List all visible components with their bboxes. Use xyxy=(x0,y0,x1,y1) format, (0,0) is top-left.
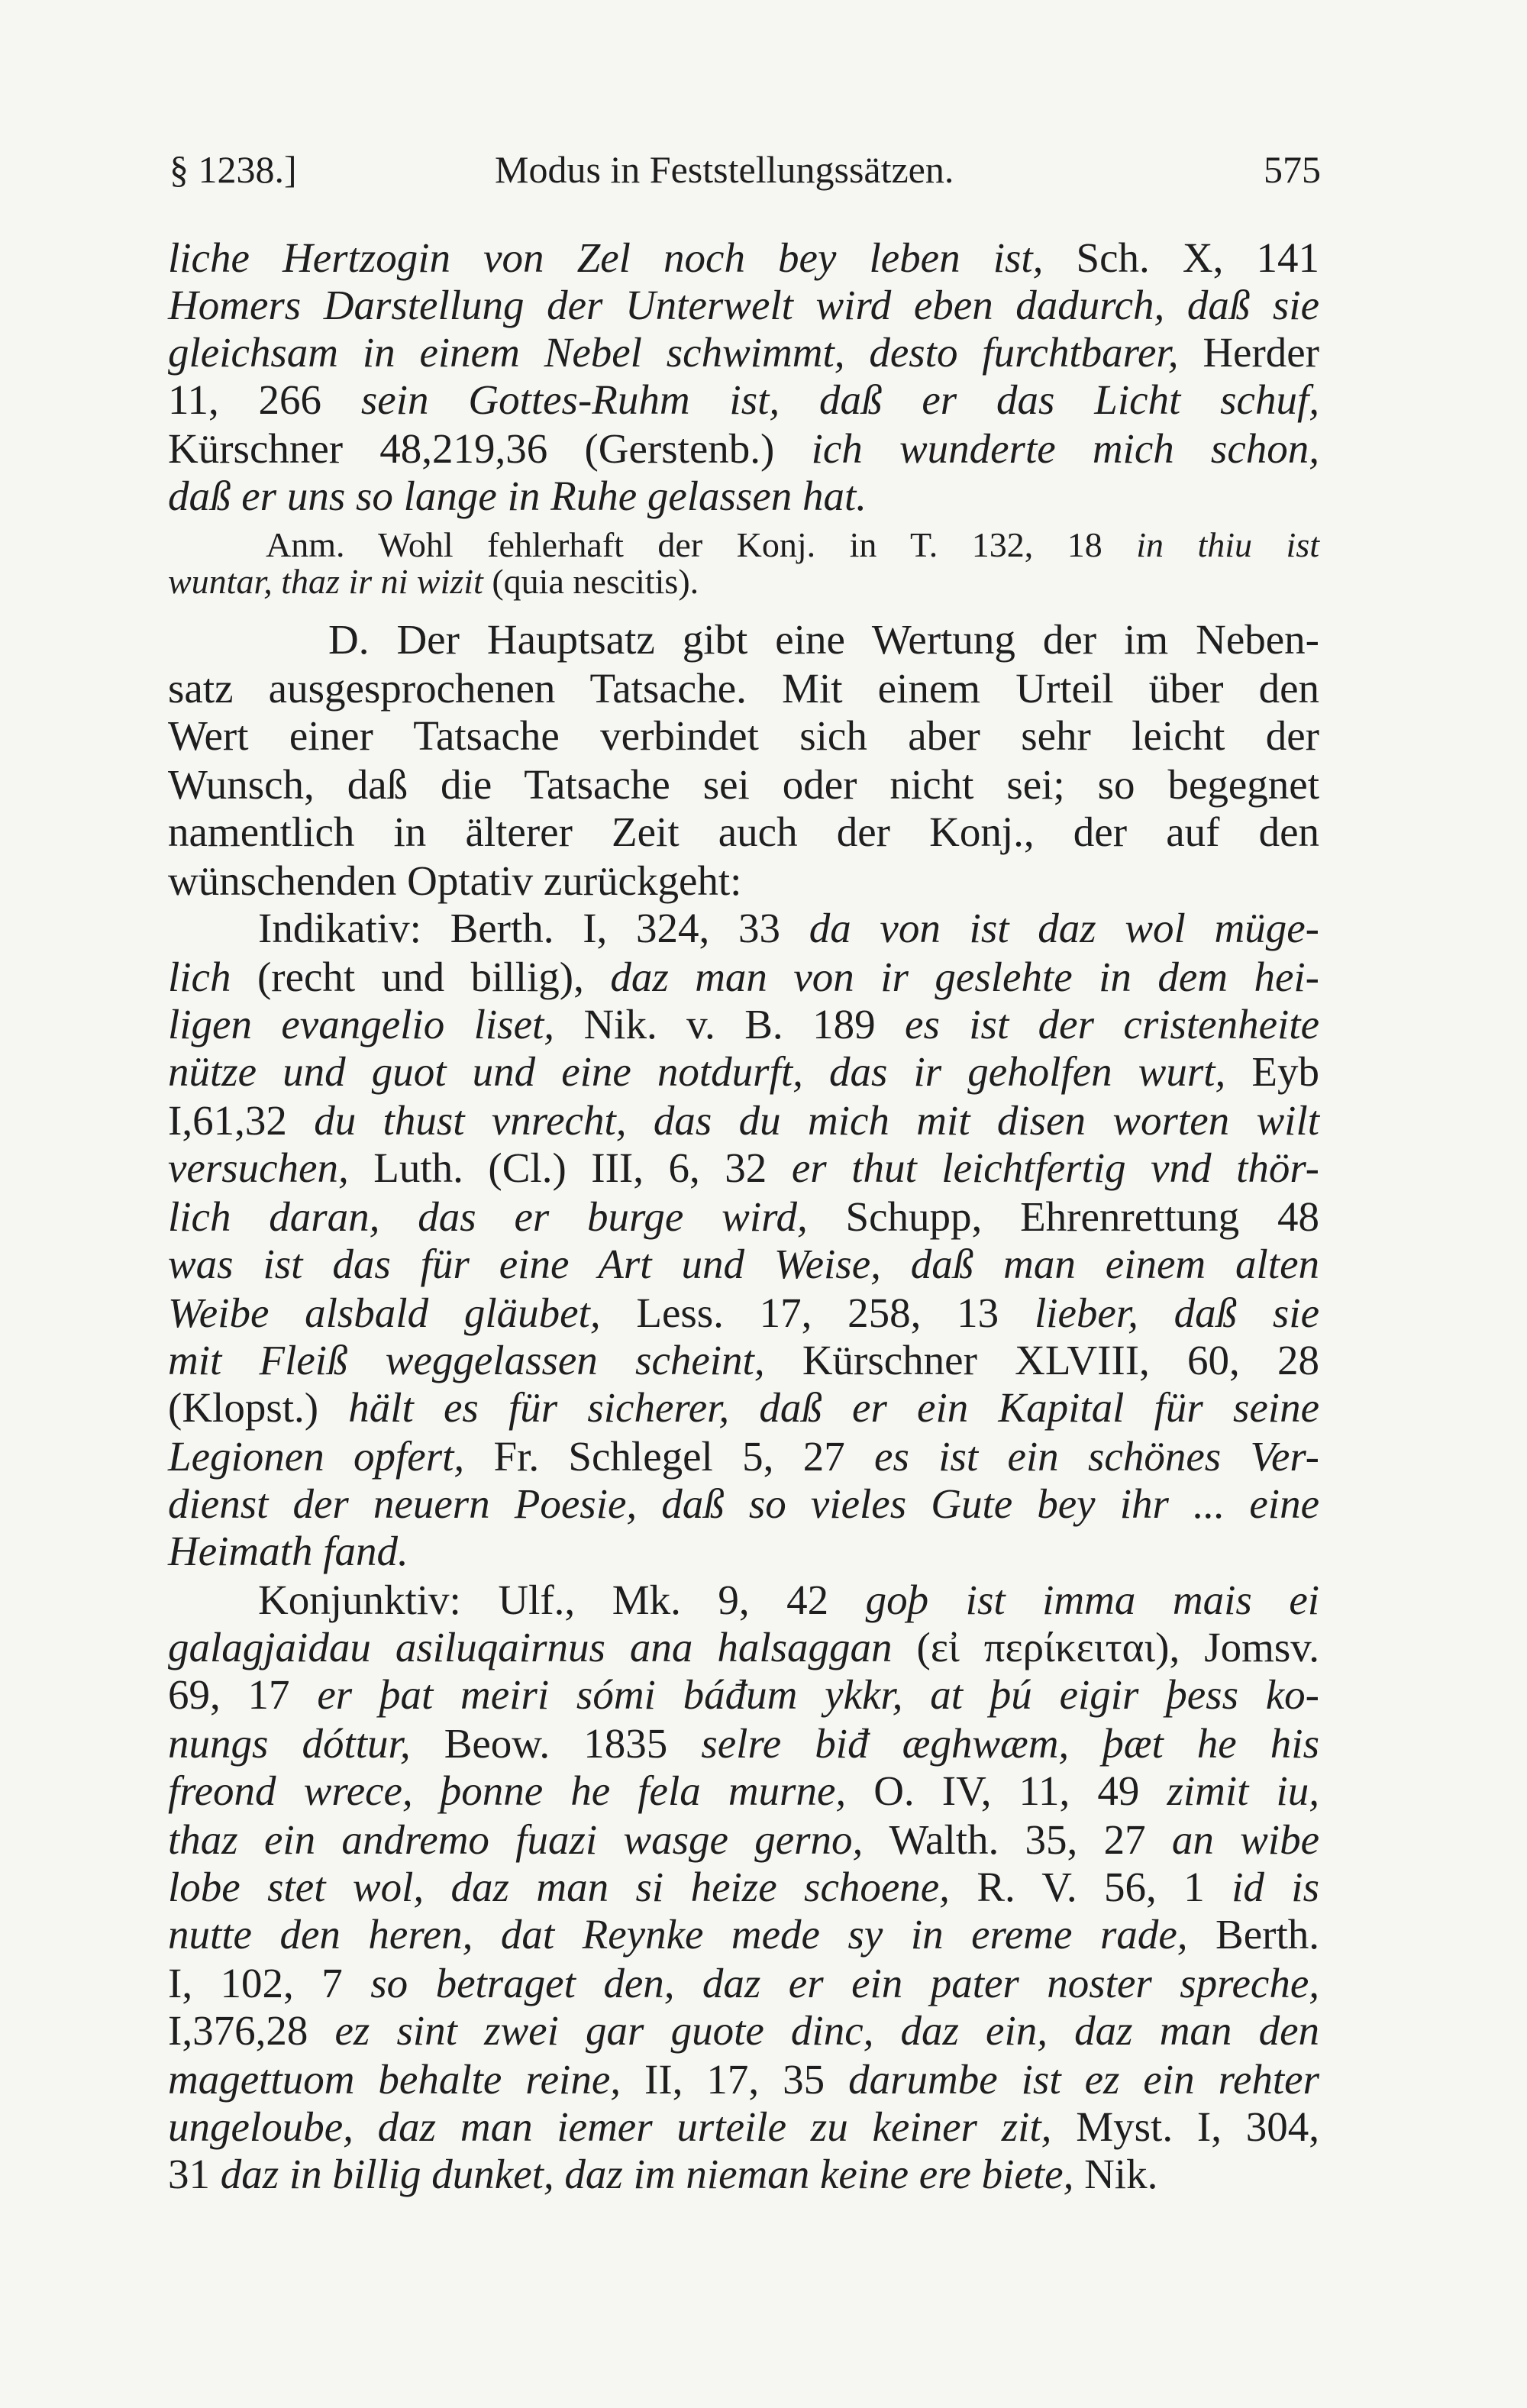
roman-text: I,376,28 xyxy=(168,2007,335,2054)
roman-text: Fr. Schlegel 5, 27 xyxy=(493,1433,875,1480)
text-line xyxy=(168,857,1319,905)
text-line xyxy=(168,1433,1319,1480)
text-line xyxy=(168,376,1319,424)
italic-quotation: freond wrece, þonne he fela murne, xyxy=(168,1767,874,1814)
italic-quotation: nungs dóttur, xyxy=(168,1720,444,1767)
italic-quotation: gleichsam in einem Nebel schwimmt, desto furchtbarer, xyxy=(168,329,1203,376)
roman-text: 31 xyxy=(168,2151,221,2197)
italic-quotation: ich wunderte mich schon, xyxy=(811,425,1319,472)
roman-text: 11, 266 xyxy=(168,376,361,423)
roman-text: wünschenden Optativ zurückgeht: xyxy=(168,857,742,904)
italic-quotation: du thust vnrecht, das du mich mit disen worten wilt xyxy=(314,1097,1320,1144)
italic-quotation: ungeloube, daz man iemer urteile zu keiner zit, xyxy=(168,2103,1077,2150)
roman-text: Myst. I, 304, xyxy=(1076,2103,1320,2150)
text-line xyxy=(168,1767,1319,1815)
roman-text: I, 102, 7 xyxy=(168,1960,371,2006)
roman-text: Walth. 35, 27 xyxy=(889,1816,1172,1863)
italic-quotation: sein Gottes-Ruhm ist, daß er das Licht schuf, xyxy=(360,376,1319,423)
roman-text: Indikativ: Berth. I, 324, 33 xyxy=(258,905,809,951)
text-line xyxy=(168,954,1319,1001)
roman-text: Eyb xyxy=(1251,1048,1319,1095)
roman-text: Beow. 1835 xyxy=(444,1720,702,1767)
text-line xyxy=(168,1384,1319,1432)
italic-quotation: magettuom behalte reine, xyxy=(168,2056,644,2103)
text-line xyxy=(168,329,1319,376)
italic-quotation: thaz ein andremo fuazi wasge gerno, xyxy=(168,1816,889,1863)
text-line xyxy=(168,1048,1319,1096)
text-line xyxy=(168,282,1319,329)
text-line xyxy=(168,1193,1319,1241)
text-line xyxy=(168,1528,1319,1575)
italic-quotation: er thut leichtfertig vnd thör- xyxy=(791,1144,1319,1191)
roman-text: Kürschner XLVIII, 60, 28 xyxy=(802,1337,1319,1383)
roman-text: O. IV, 11, 49 xyxy=(873,1767,1167,1814)
roman-text: Konjunktiv: Ulf., Mk. 9, 42 xyxy=(258,1577,866,1623)
text-line xyxy=(168,1960,1319,2007)
roman-text: Wunsch, daß die Tatsache sei oder nicht sei; so begegnet xyxy=(168,761,1319,808)
text-line xyxy=(168,1911,1319,1958)
italic-quotation: Legionen opfert, xyxy=(168,1433,494,1480)
roman-text: II, 17, 35 xyxy=(644,2056,849,2103)
italic-quotation: darumbe ist ez ein rehter xyxy=(848,2056,1319,2103)
italic-quotation: liche Hertzogin von Zel noch bey leben ist, xyxy=(168,234,1077,281)
italic-quotation: mit Fleiß weggelassen scheint, xyxy=(168,1337,802,1383)
roman-text: satz ausgesprochenen Tatsache. Mit einem Urteil über den xyxy=(168,665,1319,712)
text-line xyxy=(168,1144,1319,1192)
italic-quotation: Homers Darstellung der Unterwelt wird eben dadurch, daß sie xyxy=(168,282,1319,328)
italic-quotation: Weibe alsbald gläubet, xyxy=(168,1290,637,1336)
roman-text: Nik. xyxy=(1084,2151,1158,2197)
roman-text: Schupp, Ehrenrettung 48 xyxy=(845,1193,1319,1240)
italic-quotation: selre biđ æghwæm, þæt he his xyxy=(701,1720,1319,1767)
roman-text: (recht und billig), xyxy=(257,954,611,1000)
text-line xyxy=(168,558,1319,605)
text-line xyxy=(168,809,1319,856)
text-line xyxy=(328,616,1319,663)
italic-quotation: wuntar, thaz ir ni wizit xyxy=(168,562,492,601)
text-line xyxy=(168,1480,1319,1528)
text-line xyxy=(168,1671,1319,1719)
italic-quotation: lich xyxy=(168,954,257,1000)
italic-quotation: ez sint zwei gar guote dinc, daz ein, daz man den xyxy=(334,2007,1319,2054)
italic-quotation: es ist ein schönes Ver- xyxy=(874,1433,1319,1480)
italic-quotation: was ist das für eine Art und Weise, daß man einem alten xyxy=(168,1241,1319,1287)
running-title: Modus in Feststellungssätzen. xyxy=(495,148,954,191)
italic-quotation: hält es für sicherer, daß er ein Kapital für seine xyxy=(348,1384,1319,1431)
roman-text: Luth. (Cl.) III, 6, 32 xyxy=(373,1144,792,1191)
italic-quotation: goþ ist imma mais ei xyxy=(865,1577,1320,1623)
italic-quotation: da von ist daz wol müge- xyxy=(809,905,1319,951)
text-line xyxy=(168,1864,1319,1911)
text-line xyxy=(168,1337,1319,1384)
text-line xyxy=(168,665,1319,712)
text-line xyxy=(168,2151,1319,2198)
italic-quotation: lieber, daß sie xyxy=(1034,1290,1319,1336)
roman-text: (quia nescitis). xyxy=(492,562,699,601)
roman-text: (εἰ περίκειται), Jomsv. xyxy=(916,1624,1319,1670)
italic-quotation: zimit iu, xyxy=(1167,1767,1320,1814)
text-line xyxy=(168,1001,1319,1048)
roman-text: Kürschner 48,219,36 (Gerstenb.) xyxy=(168,425,812,472)
italic-quotation: lobe stet wol, daz man si heize schoene, xyxy=(168,1864,977,1910)
italic-quotation: daz in billig dunket, daz im nieman keine ere biete, xyxy=(220,2151,1085,2197)
italic-quotation: an wibe xyxy=(1171,1816,1319,1863)
italic-quotation: nütze und guot und eine notdurft, das ir geholfen wurt, xyxy=(168,1048,1252,1095)
text-line xyxy=(168,1624,1319,1671)
italic-quotation: es ist der cristenheite xyxy=(905,1001,1319,1047)
italic-quotation: ligen evangelio liset, xyxy=(168,1001,584,1047)
roman-text: Less. 17, 258, 13 xyxy=(636,1290,1035,1336)
italic-quotation: lich daran, das er burge wird, xyxy=(168,1193,846,1240)
roman-text: R. V. 56, 1 xyxy=(977,1864,1232,1910)
text-line xyxy=(168,1290,1319,1337)
roman-text: Berth. xyxy=(1215,1911,1319,1958)
text-line xyxy=(168,1097,1319,1144)
italic-quotation: galagjaidau asiluqairnus ana halsaggan xyxy=(168,1624,917,1670)
text-line xyxy=(168,1720,1319,1767)
italic-quotation: dienst der neuern Poesie, daß so vieles Gute bey ihr ... eine xyxy=(168,1480,1319,1527)
roman-text: 69, 17 xyxy=(168,1671,318,1718)
text-line xyxy=(168,712,1319,760)
roman-text: Anm. Wohl fehlerhaft der Konj. in T. 132, 18 xyxy=(266,525,1137,564)
italic-quotation: id is xyxy=(1232,1864,1319,1910)
italic-quotation: nutte den heren, dat Reynke mede sy in ereme rade, xyxy=(168,1911,1216,1958)
section-number: § 1238.] xyxy=(169,148,297,191)
page-number: 575 xyxy=(1264,148,1321,191)
italic-quotation: in thiu ist xyxy=(1136,525,1319,564)
roman-text: Nik. v. B. 189 xyxy=(583,1001,906,1047)
roman-text: Herder xyxy=(1203,329,1319,376)
text-line xyxy=(168,2103,1319,2151)
text-line xyxy=(168,425,1319,473)
text-line xyxy=(168,1241,1319,1288)
roman-text: Wert einer Tatsache verbindet sich aber sehr leicht der xyxy=(168,712,1319,759)
text-line xyxy=(168,1816,1319,1864)
italic-quotation: er þat meiri sómi báđum ykkr, at þú eigir þess ko- xyxy=(317,1671,1319,1718)
text-line xyxy=(168,234,1319,282)
roman-text: D. Der Hauptsatz gibt eine Wertung der im Neben- xyxy=(328,616,1319,663)
italic-quotation: Heimath fand. xyxy=(168,1528,408,1574)
text-line xyxy=(258,905,1319,952)
italic-quotation: daß er uns so lange in Ruhe gelassen hat. xyxy=(168,473,867,519)
text-line xyxy=(168,2007,1319,2055)
text-line xyxy=(168,761,1319,809)
text-line xyxy=(258,1577,1319,1624)
roman-text: I,61,32 xyxy=(168,1097,315,1144)
roman-text: (Klopst.) xyxy=(168,1384,349,1431)
italic-quotation: daz man von ir geslehte in dem hei- xyxy=(610,954,1319,1000)
text-line xyxy=(168,473,1319,520)
italic-quotation: so betraget den, daz er ein pater noster spreche, xyxy=(370,1960,1319,2006)
roman-text: Sch. X, 141 xyxy=(1076,234,1319,281)
italic-quotation: versuchen, xyxy=(168,1144,374,1191)
roman-text: namentlich in älterer Zeit auch der Konj., der auf den xyxy=(168,809,1319,855)
text-line xyxy=(168,2056,1319,2103)
